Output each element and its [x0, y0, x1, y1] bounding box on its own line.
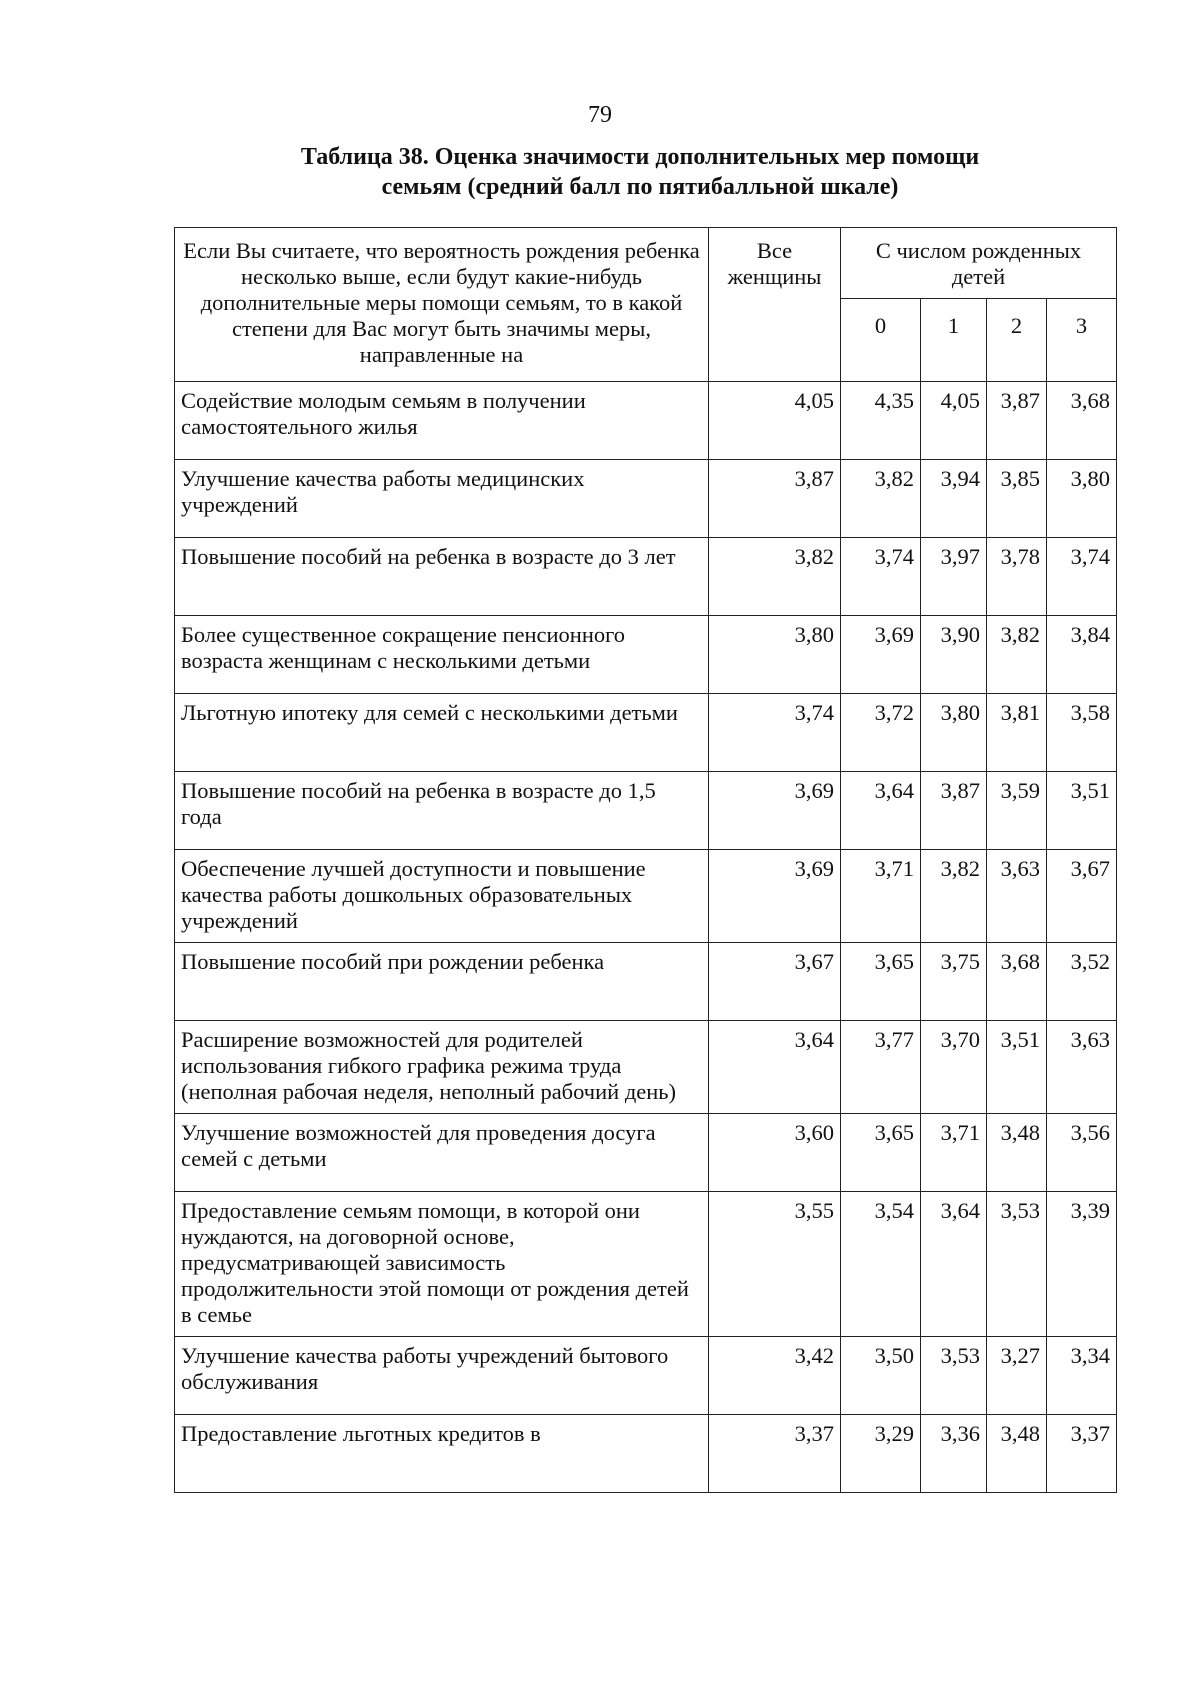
value-children-1: 3,64	[921, 1192, 987, 1337]
value-children-1: 3,80	[921, 694, 987, 772]
value-children-0: 3,50	[841, 1337, 921, 1415]
row-label: Расширение возможностей для родителей использования гибкого графика режима труда (неполная рабочая неделя, неполный рабочий день)	[175, 1021, 709, 1114]
value-children-3: 3,56	[1047, 1114, 1117, 1192]
children-2-header: 2	[987, 299, 1047, 382]
value-all-women: 3,69	[709, 772, 841, 850]
children-group-header: С числом рожденных детей	[841, 228, 1117, 299]
value-children-0: 3,69	[841, 616, 921, 694]
value-children-3: 3,39	[1047, 1192, 1117, 1337]
table-title-line-1: Таблица 38. Оценка значимости дополнительных мер помощи	[300, 144, 980, 170]
value-all-women: 3,87	[709, 460, 841, 538]
all-women-header: Все женщины	[709, 228, 841, 382]
table-row	[175, 616, 1117, 694]
row-label: Улучшение качества работы учреждений бытового обслуживания	[175, 1337, 709, 1415]
value-all-women: 3,67	[709, 943, 841, 1021]
value-children-0: 3,54	[841, 1192, 921, 1337]
row-label: Повышение пособий на ребенка в возрасте до 1,5 года	[175, 772, 709, 850]
value-children-1: 3,70	[921, 1021, 987, 1114]
value-children-1: 3,94	[921, 460, 987, 538]
value-children-3: 3,68	[1047, 382, 1117, 460]
table-row	[175, 1114, 1117, 1192]
value-children-0: 3,71	[841, 850, 921, 943]
value-children-2: 3,48	[987, 1415, 1047, 1493]
row-label: Содействие молодым семьям в получении самостоятельного жилья	[175, 382, 709, 460]
value-children-2: 3,48	[987, 1114, 1047, 1192]
value-children-3: 3,58	[1047, 694, 1117, 772]
row-label: Обеспечение лучшей доступности и повышение качества работы дошкольных образовательных учреждений	[175, 850, 709, 943]
value-children-2: 3,81	[987, 694, 1047, 772]
question-header: Если Вы считаете, что вероятность рождения ребенка несколько выше, если будут какие-нибудь дополнительные меры помощи семьям, то в какой степени для Вас могут быть значимы меры, направленные на	[175, 228, 709, 382]
table-row	[175, 943, 1117, 1021]
value-children-3: 3,63	[1047, 1021, 1117, 1114]
value-children-0: 3,65	[841, 943, 921, 1021]
table-row	[175, 382, 1117, 460]
value-all-women: 3,74	[709, 694, 841, 772]
value-children-3: 3,74	[1047, 538, 1117, 616]
table-header	[175, 228, 1117, 382]
table-row	[175, 1415, 1117, 1493]
table-row	[175, 694, 1117, 772]
value-children-3: 3,84	[1047, 616, 1117, 694]
table-row	[175, 538, 1117, 616]
value-children-0: 3,72	[841, 694, 921, 772]
children-3-header: 3	[1047, 299, 1117, 382]
table-title	[250, 142, 1030, 202]
value-children-1: 3,97	[921, 538, 987, 616]
value-children-2: 3,53	[987, 1192, 1047, 1337]
value-children-3: 3,67	[1047, 850, 1117, 943]
value-children-2: 3,82	[987, 616, 1047, 694]
value-children-2: 3,59	[987, 772, 1047, 850]
row-label: Повышение пособий при рождении ребенка	[175, 943, 709, 1021]
table-title-line-2: семьям (средний балл по пятибалльной шкале)	[381, 174, 899, 200]
value-children-0: 3,77	[841, 1021, 921, 1114]
value-children-2: 3,51	[987, 1021, 1047, 1114]
value-children-1: 3,75	[921, 943, 987, 1021]
value-all-women: 3,55	[709, 1192, 841, 1337]
table-row	[175, 850, 1117, 943]
value-children-0: 4,35	[841, 382, 921, 460]
value-children-2: 3,63	[987, 850, 1047, 943]
value-children-1: 4,05	[921, 382, 987, 460]
value-children-1: 3,71	[921, 1114, 987, 1192]
value-children-1: 3,90	[921, 616, 987, 694]
value-children-1: 3,36	[921, 1415, 987, 1493]
value-children-0: 3,74	[841, 538, 921, 616]
value-children-2: 3,27	[987, 1337, 1047, 1415]
value-all-women: 3,82	[709, 538, 841, 616]
value-children-3: 3,51	[1047, 772, 1117, 850]
value-children-1: 3,53	[921, 1337, 987, 1415]
table-row	[175, 1192, 1117, 1337]
row-label: Предоставление семьям помощи, в которой они нуждаются, на договорной основе, предусматривающей зависимость продолжительности этой помощи от рождения детей в семье	[175, 1192, 709, 1337]
value-all-women: 3,60	[709, 1114, 841, 1192]
value-children-0: 3,29	[841, 1415, 921, 1493]
row-label: Предоставление льготных кредитов в	[175, 1415, 709, 1493]
value-children-2: 3,87	[987, 382, 1047, 460]
value-children-0: 3,65	[841, 1114, 921, 1192]
value-all-women: 3,80	[709, 616, 841, 694]
value-children-3: 3,34	[1047, 1337, 1117, 1415]
value-all-women: 3,64	[709, 1021, 841, 1114]
value-children-3: 3,80	[1047, 460, 1117, 538]
table-row	[175, 1021, 1117, 1114]
row-label: Улучшение качества работы медицинских учреждений	[175, 460, 709, 538]
value-children-2: 3,68	[987, 943, 1047, 1021]
value-children-2: 3,85	[987, 460, 1047, 538]
children-1-header: 1	[921, 299, 987, 382]
value-children-3: 3,52	[1047, 943, 1117, 1021]
value-children-0: 3,64	[841, 772, 921, 850]
table-row	[175, 460, 1117, 538]
value-all-women: 3,37	[709, 1415, 841, 1493]
page-number: 79	[588, 102, 612, 128]
row-label: Улучшение возможностей для проведения досуга семей с детьми	[175, 1114, 709, 1192]
value-children-0: 3,82	[841, 460, 921, 538]
row-label: Более существенное сокращение пенсионного возраста женщинам с несколькими детьми	[175, 616, 709, 694]
value-children-2: 3,78	[987, 538, 1047, 616]
measures-table	[174, 227, 1117, 1493]
table-row	[175, 1337, 1117, 1415]
value-children-1: 3,82	[921, 850, 987, 943]
row-label: Повышение пособий на ребенка в возрасте до 3 лет	[175, 538, 709, 616]
children-0-header: 0	[841, 299, 921, 382]
table-body	[175, 382, 1117, 1493]
row-label: Льготную ипотеку для семей с несколькими детьми	[175, 694, 709, 772]
value-all-women: 4,05	[709, 382, 841, 460]
value-children-3: 3,37	[1047, 1415, 1117, 1493]
table-row	[175, 772, 1117, 850]
value-children-1: 3,87	[921, 772, 987, 850]
value-all-women: 3,42	[709, 1337, 841, 1415]
value-all-women: 3,69	[709, 850, 841, 943]
